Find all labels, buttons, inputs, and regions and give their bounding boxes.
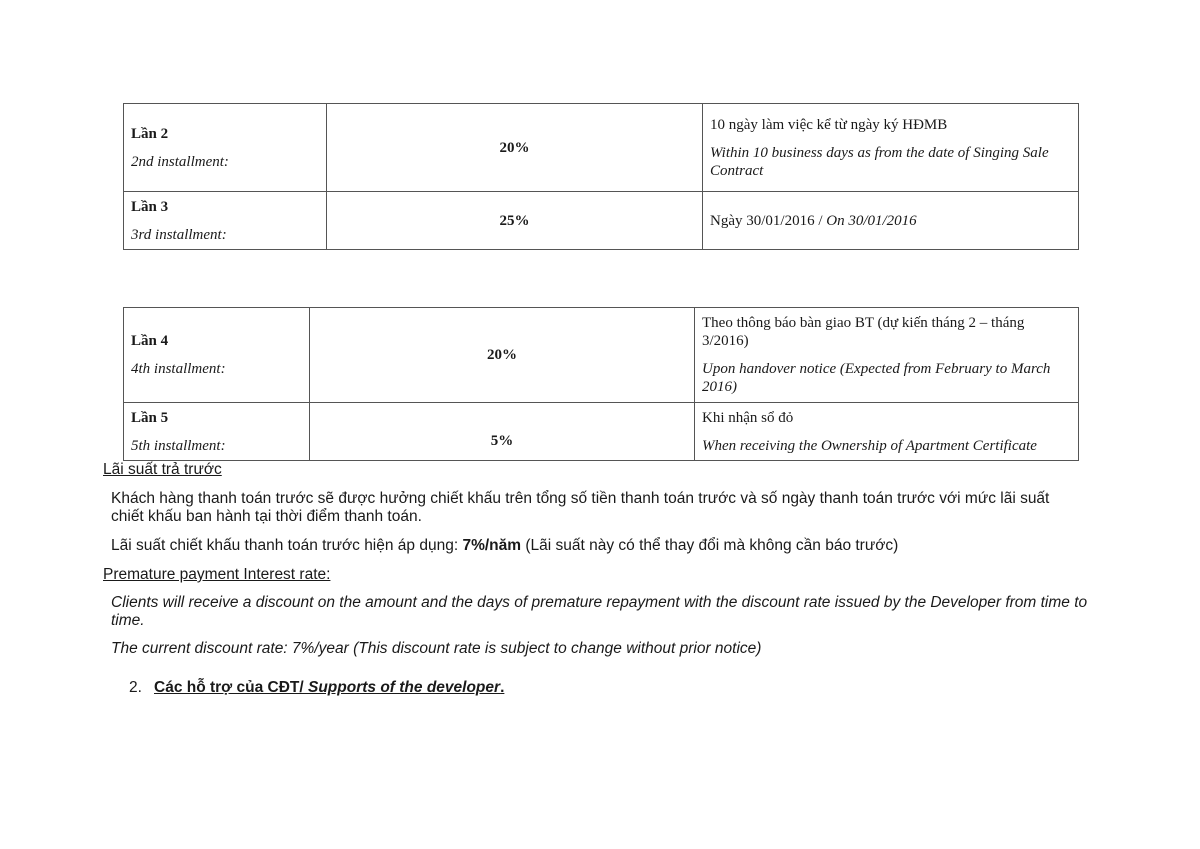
installment-label-vi: Lần 3 bbox=[131, 198, 169, 215]
installment-label-vi: Lần 2 bbox=[131, 125, 169, 142]
installment-due-vi: Ngày 30/01/2016 / bbox=[710, 212, 827, 229]
installment-due-vi: 10 ngày làm việc kể từ ngày ký HĐMB bbox=[710, 116, 948, 133]
section2-title-end: . bbox=[500, 679, 505, 696]
installment-label-en: 4th installment: bbox=[131, 361, 226, 377]
installment-label-en: 2nd installment: bbox=[131, 153, 229, 170]
installment-table-2 bbox=[123, 307, 1079, 461]
table-row bbox=[124, 104, 1079, 192]
installment-percent: 20% bbox=[310, 308, 695, 403]
prepay-para1-en: Clients will receive a discount on the amount and the days of premature repayment with the discount rate issued by the Developer from time to time. bbox=[111, 594, 1088, 629]
section2-title bbox=[154, 679, 504, 697]
installment-label-en: 5th installment: bbox=[131, 437, 226, 454]
section2-title-en: Supports of the developer bbox=[308, 679, 501, 696]
table-row bbox=[124, 403, 1079, 461]
installment-label-vi: Lần 5 bbox=[131, 409, 169, 426]
prepay-heading-vi: Lãi suất trả trước bbox=[103, 461, 222, 478]
installment-label-vi: Lần 4 bbox=[131, 333, 169, 349]
installment-percent: 25% bbox=[327, 192, 703, 250]
installment-label-cell bbox=[124, 403, 310, 461]
installment-label-cell bbox=[124, 308, 310, 403]
installment-due-cell bbox=[703, 104, 1079, 192]
installment-label-cell bbox=[124, 192, 327, 250]
installment-due-cell bbox=[695, 403, 1079, 461]
installment-percent: 20% bbox=[327, 104, 703, 192]
installment-due-en: Within 10 business days as from the date of Singing Sale Contract bbox=[710, 144, 1049, 179]
installment-due-cell bbox=[695, 308, 1079, 403]
installment-due-en: When receiving the Ownership of Apartment Certificate bbox=[702, 437, 1037, 454]
prepay-para1-vi: Khách hàng thanh toán trước sẽ được hưởng chiết khấu trên tổng số tiền thanh toán trước và số ngày thanh toán trước với mức lãi suất chiết khấu ban hành tại thời điểm thanh toán. bbox=[111, 490, 1050, 525]
installment-percent: 5% bbox=[310, 403, 695, 461]
table-row bbox=[124, 192, 1079, 250]
prepay-para2-en: The current discount rate: 7%/year (This discount rate is subject to change without prior notice) bbox=[111, 640, 762, 657]
section2-number: 2. bbox=[129, 679, 142, 696]
prepay-heading-en: Premature payment Interest rate: bbox=[103, 566, 331, 583]
installment-due-en: On 30/01/2016 bbox=[826, 212, 917, 229]
section2-title-vi: Các hỗ trợ của CĐT/ bbox=[154, 679, 308, 696]
installment-table-1 bbox=[123, 103, 1079, 250]
installment-due-vi: Theo thông báo bàn giao BT (dự kiến tháng 2 – tháng 3/2016) bbox=[702, 315, 1025, 349]
installment-due-cell bbox=[703, 192, 1079, 250]
prepay-rate-prefix: Lãi suất chiết khấu thanh toán trước hiện áp dụng: bbox=[111, 537, 463, 554]
table-row bbox=[124, 308, 1079, 403]
prepay-para2-vi bbox=[111, 537, 1086, 555]
prepay-rate-value: 7%/năm bbox=[462, 537, 522, 554]
installment-due-en: Upon handover notice (Expected from February to March 2016) bbox=[702, 361, 1051, 395]
installment-label-en: 3rd installment: bbox=[131, 226, 227, 243]
prepay-rate-suffix: (Lãi suất này có thể thay đổi mà không cần báo trước) bbox=[521, 537, 899, 554]
installment-label-cell bbox=[124, 104, 327, 192]
installment-due-vi: Khi nhận sổ đỏ bbox=[702, 409, 794, 426]
